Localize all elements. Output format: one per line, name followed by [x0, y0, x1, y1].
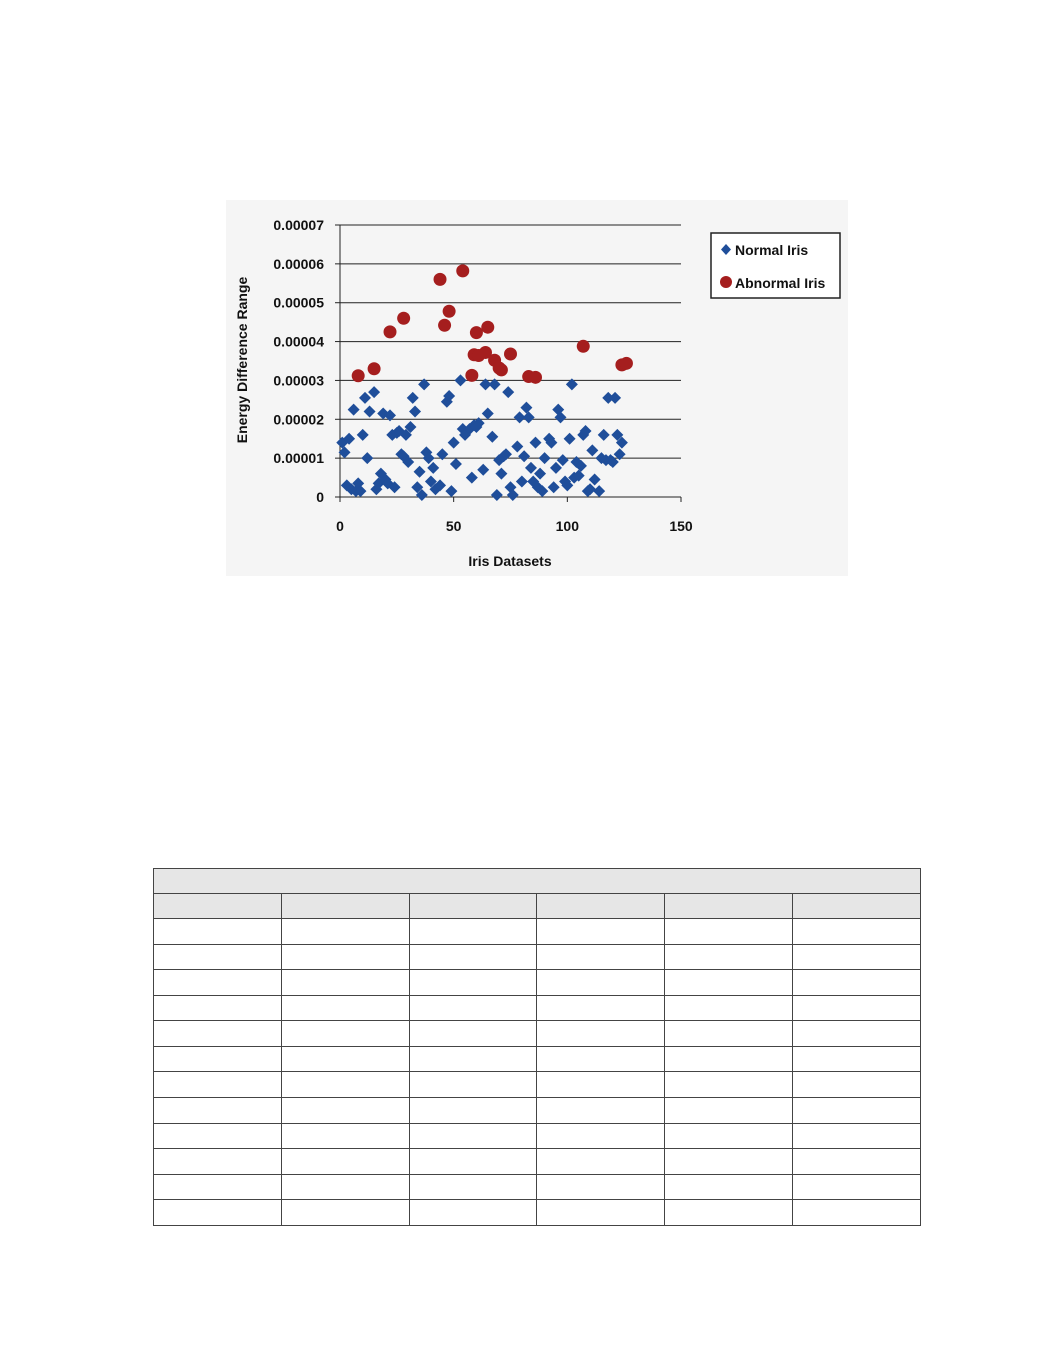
normal-iris-point — [564, 433, 576, 445]
table-cell — [793, 944, 921, 970]
table-cell — [281, 1046, 409, 1072]
table-cell — [793, 1123, 921, 1149]
table-cell — [537, 1021, 665, 1047]
table-cell — [281, 944, 409, 970]
table-cell — [537, 1123, 665, 1149]
table-cell — [537, 919, 665, 945]
abnormal-iris-point — [470, 326, 483, 339]
table-cell — [537, 944, 665, 970]
table-cell — [537, 1072, 665, 1098]
table-cell — [409, 919, 537, 945]
abnormal-iris-point — [352, 369, 365, 382]
abnormal-iris-point — [368, 362, 381, 375]
table-cell — [793, 1021, 921, 1047]
normal-iris-point — [609, 392, 621, 404]
normal-iris-point — [357, 429, 369, 441]
y-tick-label: 0 — [316, 489, 324, 505]
table-cell — [537, 1149, 665, 1175]
abnormal-iris-point — [495, 363, 508, 376]
table-row — [154, 1046, 921, 1072]
table-cell — [793, 1046, 921, 1072]
table-cell — [154, 1149, 282, 1175]
data-table — [153, 868, 921, 1226]
table-cell — [665, 1200, 793, 1226]
table-cell — [409, 1149, 537, 1175]
normal-iris-point — [525, 462, 537, 474]
legend — [711, 233, 840, 298]
normal-iris-point — [361, 452, 373, 464]
table-row — [154, 1098, 921, 1124]
tick-label-layer — [273, 217, 693, 534]
table-cell — [537, 1200, 665, 1226]
scatter-chart — [226, 200, 848, 576]
x-tick-label: 50 — [445, 518, 462, 534]
x-tick-label: 0 — [336, 518, 344, 534]
y-tick-label: 0.00003 — [273, 372, 324, 389]
table-cell — [409, 1174, 537, 1200]
table-row — [154, 1072, 921, 1098]
normal-iris-point — [598, 429, 610, 441]
x-tick-label: 150 — [669, 518, 693, 534]
legend-label-normal: Normal Iris — [735, 242, 809, 258]
table-cell — [665, 1021, 793, 1047]
normal-iris-point — [466, 472, 478, 484]
table-row — [154, 944, 921, 970]
normal-iris-point — [511, 440, 523, 452]
table-cell — [665, 1123, 793, 1149]
table-cell — [793, 1149, 921, 1175]
y-tick-label: 0.00004 — [273, 333, 324, 350]
table-cell — [537, 1046, 665, 1072]
table-row — [154, 1021, 921, 1047]
table-cell — [281, 1021, 409, 1047]
y-tick-label: 0.00005 — [273, 294, 324, 311]
table-cell — [154, 944, 282, 970]
table-row — [154, 919, 921, 945]
table-cell — [793, 1174, 921, 1200]
table-cell — [281, 1174, 409, 1200]
table-header-cell — [793, 894, 921, 919]
table-header-cell — [281, 894, 409, 919]
table-cell — [154, 1123, 282, 1149]
table-cell — [537, 970, 665, 996]
table-cell — [281, 1072, 409, 1098]
normal-iris-point — [548, 481, 560, 493]
table-cell — [665, 1174, 793, 1200]
table-row — [154, 1200, 921, 1226]
table-cell — [665, 995, 793, 1021]
table-cell — [793, 995, 921, 1021]
normal-iris-point — [593, 485, 605, 497]
table-cell — [793, 1200, 921, 1226]
table-cell — [537, 995, 665, 1021]
normal-iris-point — [486, 431, 498, 443]
table-cell — [154, 995, 282, 1021]
table-row — [154, 970, 921, 996]
y-tick-label: 0.00002 — [273, 411, 324, 428]
table-cell — [665, 1149, 793, 1175]
table-row — [154, 1123, 921, 1149]
table-cell — [665, 944, 793, 970]
chart-svg — [226, 200, 848, 576]
table-cell — [409, 1098, 537, 1124]
abnormal-iris-point — [397, 312, 410, 325]
table-cell — [154, 970, 282, 996]
normal-iris-point — [557, 454, 569, 466]
table-header-cell — [537, 894, 665, 919]
table-body — [154, 919, 921, 1226]
table-cell — [665, 1072, 793, 1098]
table-caption-cell — [154, 869, 921, 894]
table-cell — [793, 1072, 921, 1098]
abnormal-iris-point — [481, 321, 494, 334]
normal-iris-point — [491, 489, 503, 501]
table-cell — [409, 1046, 537, 1072]
x-axis-title: Iris Datasets — [468, 553, 552, 569]
y-tick-label: 0.00007 — [273, 217, 324, 233]
table-cell — [281, 1123, 409, 1149]
table-row — [154, 995, 921, 1021]
table-cell — [154, 1046, 282, 1072]
table-cell — [154, 1174, 282, 1200]
normal-iris-point — [530, 437, 542, 449]
table-cell — [154, 1072, 282, 1098]
normal-iris-point — [518, 450, 530, 462]
normal-iris-point — [539, 452, 551, 464]
normal-iris-point — [550, 462, 562, 474]
y-tick-label: 0.00001 — [273, 450, 324, 467]
table-cell — [281, 1200, 409, 1226]
abnormal-iris-point — [529, 371, 542, 384]
normal-iris-point — [448, 437, 460, 449]
table-cell — [154, 1021, 282, 1047]
abnormal-iris-point — [443, 305, 456, 318]
table-cell — [409, 970, 537, 996]
table-cell — [409, 1123, 537, 1149]
abnormal-iris-point — [577, 340, 590, 353]
normal-iris-point — [450, 458, 462, 470]
legend-label-abnormal: Abnormal Iris — [735, 275, 826, 291]
normal-iris-point — [523, 411, 535, 423]
table-cell — [409, 1072, 537, 1098]
table-row — [154, 1149, 921, 1175]
normal-iris-point — [364, 406, 376, 418]
table-cell — [409, 944, 537, 970]
abnormal-iris-point — [384, 325, 397, 338]
abnormal-iris-point — [465, 369, 478, 382]
table-cell — [281, 995, 409, 1021]
table-caption-row — [154, 869, 921, 894]
normal-iris-point — [495, 468, 507, 480]
point-layer — [336, 264, 633, 501]
table-cell — [665, 1046, 793, 1072]
abnormal-iris-point — [456, 264, 469, 277]
table-header-row — [154, 894, 921, 919]
table-cell — [154, 1098, 282, 1124]
normal-iris-point — [409, 406, 421, 418]
table-cell — [409, 995, 537, 1021]
normal-iris-point — [477, 464, 489, 476]
y-tick-label: 0.00006 — [273, 255, 324, 272]
normal-iris-point — [534, 468, 546, 480]
table-cell — [281, 1098, 409, 1124]
table-header-cell — [409, 894, 537, 919]
table-cell — [281, 919, 409, 945]
y-axis-title: Energy Difference Range — [234, 276, 250, 444]
table-cell — [537, 1174, 665, 1200]
table-cell — [793, 1098, 921, 1124]
table-cell — [665, 919, 793, 945]
table-row — [154, 1174, 921, 1200]
x-tick-label: 100 — [555, 518, 580, 534]
abnormal-iris-point — [504, 348, 517, 361]
normal-iris-point — [348, 404, 360, 416]
table-cell — [409, 1021, 537, 1047]
normal-iris-point — [414, 466, 426, 478]
table-cell — [154, 1200, 282, 1226]
normal-iris-point — [368, 386, 380, 398]
normal-iris-point — [520, 402, 532, 414]
abnormal-iris-point — [434, 273, 447, 286]
table-cell — [665, 970, 793, 996]
table-header-cell — [665, 894, 793, 919]
table-cell — [281, 970, 409, 996]
normal-iris-point — [502, 386, 514, 398]
normal-iris-point — [454, 374, 466, 386]
normal-iris-point — [445, 485, 457, 497]
table-cell — [793, 970, 921, 996]
table-cell — [154, 919, 282, 945]
normal-iris-point — [359, 392, 371, 404]
normal-iris-point — [482, 407, 494, 419]
table-cell — [793, 919, 921, 945]
normal-iris-point — [407, 392, 419, 404]
table-cell — [537, 1098, 665, 1124]
table-header-cell — [154, 894, 282, 919]
normal-iris-point — [586, 444, 598, 456]
abnormal-iris-point — [438, 319, 451, 332]
abnormal-iris-point — [620, 357, 633, 370]
table-cell — [665, 1098, 793, 1124]
legend-circle-marker — [720, 276, 732, 288]
table-cell — [409, 1200, 537, 1226]
table-cell — [281, 1149, 409, 1175]
normal-iris-point — [516, 475, 528, 487]
